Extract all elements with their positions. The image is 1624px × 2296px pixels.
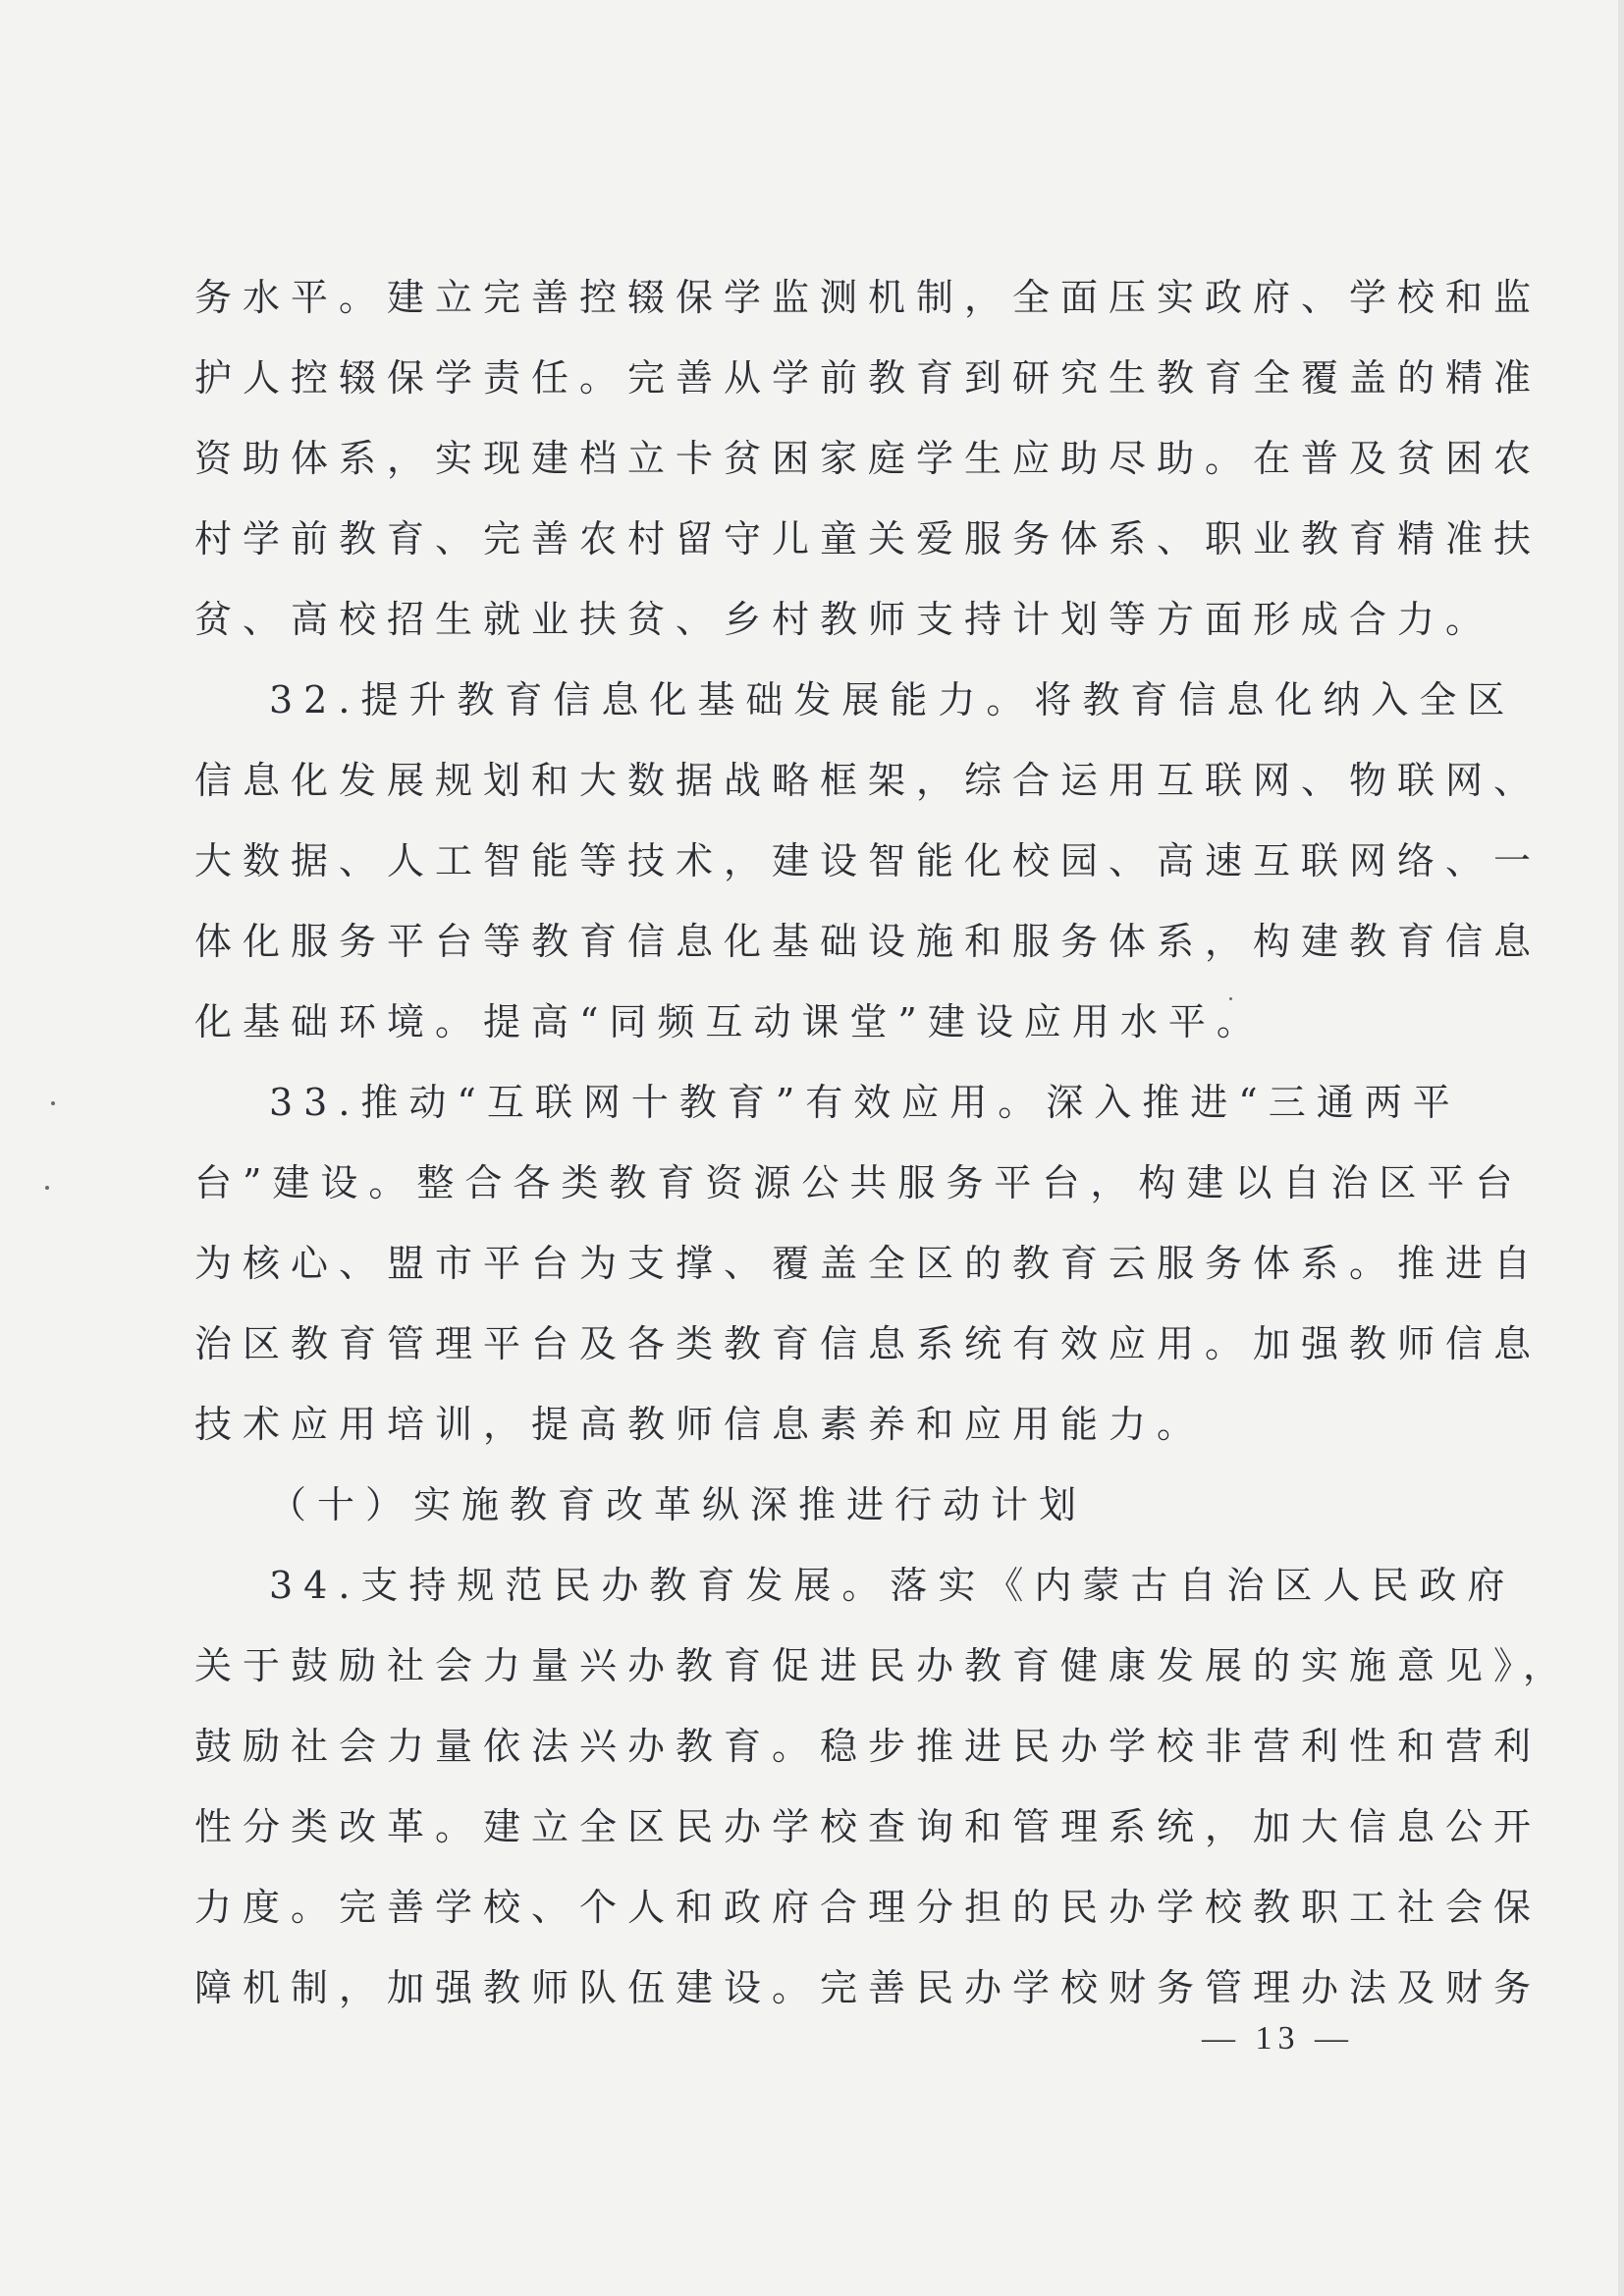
- text-line: 信息化发展规划和大数据战略框架，综合运用互联网、物联网、: [194, 759, 1543, 802]
- text-line: 关于鼓励社会力量兴办教育促进民办教育健康发展的实施意见》，: [194, 1644, 1572, 1687]
- scan-speck: [1229, 997, 1232, 1000]
- text-line: 治区教育管理平台及各类教育信息系统有效应用。加强教师信息: [194, 1322, 1543, 1365]
- text-line: 化基础环境。提高“同频互动课堂”建设应用水平。: [194, 1000, 1265, 1043]
- text-line: 护人控辍保学责任。完善从学前教育到研究生教育全覆盖的精准: [194, 356, 1543, 400]
- text-line: 鼓励社会力量依法兴办教育。稳步推进民办学校非营利性和营利: [194, 1725, 1543, 1768]
- paragraph-33-heading: 33.推动“互联网十教育”有效应用。深入推进“三通两平: [269, 1081, 1461, 1124]
- text-line: 资助体系，实现建档立卡贫困家庭学生应助尽助。在普及贫困农: [194, 437, 1543, 480]
- page-number: — 13 —: [1202, 2020, 1354, 2056]
- text-line: 村学前教育、完善农村留守儿童关爱服务体系、职业教育精准扶: [194, 517, 1543, 561]
- text-line: 力度。完善学校、个人和政府合理分担的民办学校教职工社会保: [194, 1886, 1543, 1929]
- text-line: 贫、高校招生就业扶贫、乡村教师支持计划等方面形成合力。: [194, 598, 1494, 641]
- text-line: 为核心、盟市平台为支撑、覆盖全区的教育云服务体系。推进自: [194, 1242, 1543, 1285]
- text-line: 技术应用培训，提高教师信息素养和应用能力。: [194, 1403, 1206, 1446]
- section-heading: （十）实施教育改革纵深推进行动计划: [269, 1483, 1088, 1526]
- text-line: 大数据、人工智能等技术，建设智能化校园、高速互联网络、一: [194, 839, 1543, 882]
- paragraph-34-heading: 34.支持规范民办教育发展。落实《内蒙古自治区人民政府: [269, 1564, 1516, 1607]
- text-line: 台”建设。整合各类教育资源公共服务平台，构建以自治区平台: [194, 1161, 1524, 1204]
- text-line: 体化服务平台等教育信息化基础设施和服务体系，构建教育信息: [194, 920, 1543, 963]
- scan-speck: [51, 1101, 55, 1105]
- text-line: 务水平。建立完善控辍保学监测机制，全面压实政府、学校和监: [194, 276, 1543, 319]
- text-line: 障机制，加强教师队伍建设。完善民办学校财务管理办法及财务: [194, 1966, 1543, 2009]
- body-text: [194, 257, 1572, 2028]
- text-line: 性分类改革。建立全区民办学校查询和管理系统，加大信息公开: [194, 1805, 1543, 1848]
- paragraph-32-heading: 32.提升教育信息化基础发展能力。将教育信息化纳入全区: [269, 678, 1516, 721]
- scan-speck: [45, 1186, 49, 1190]
